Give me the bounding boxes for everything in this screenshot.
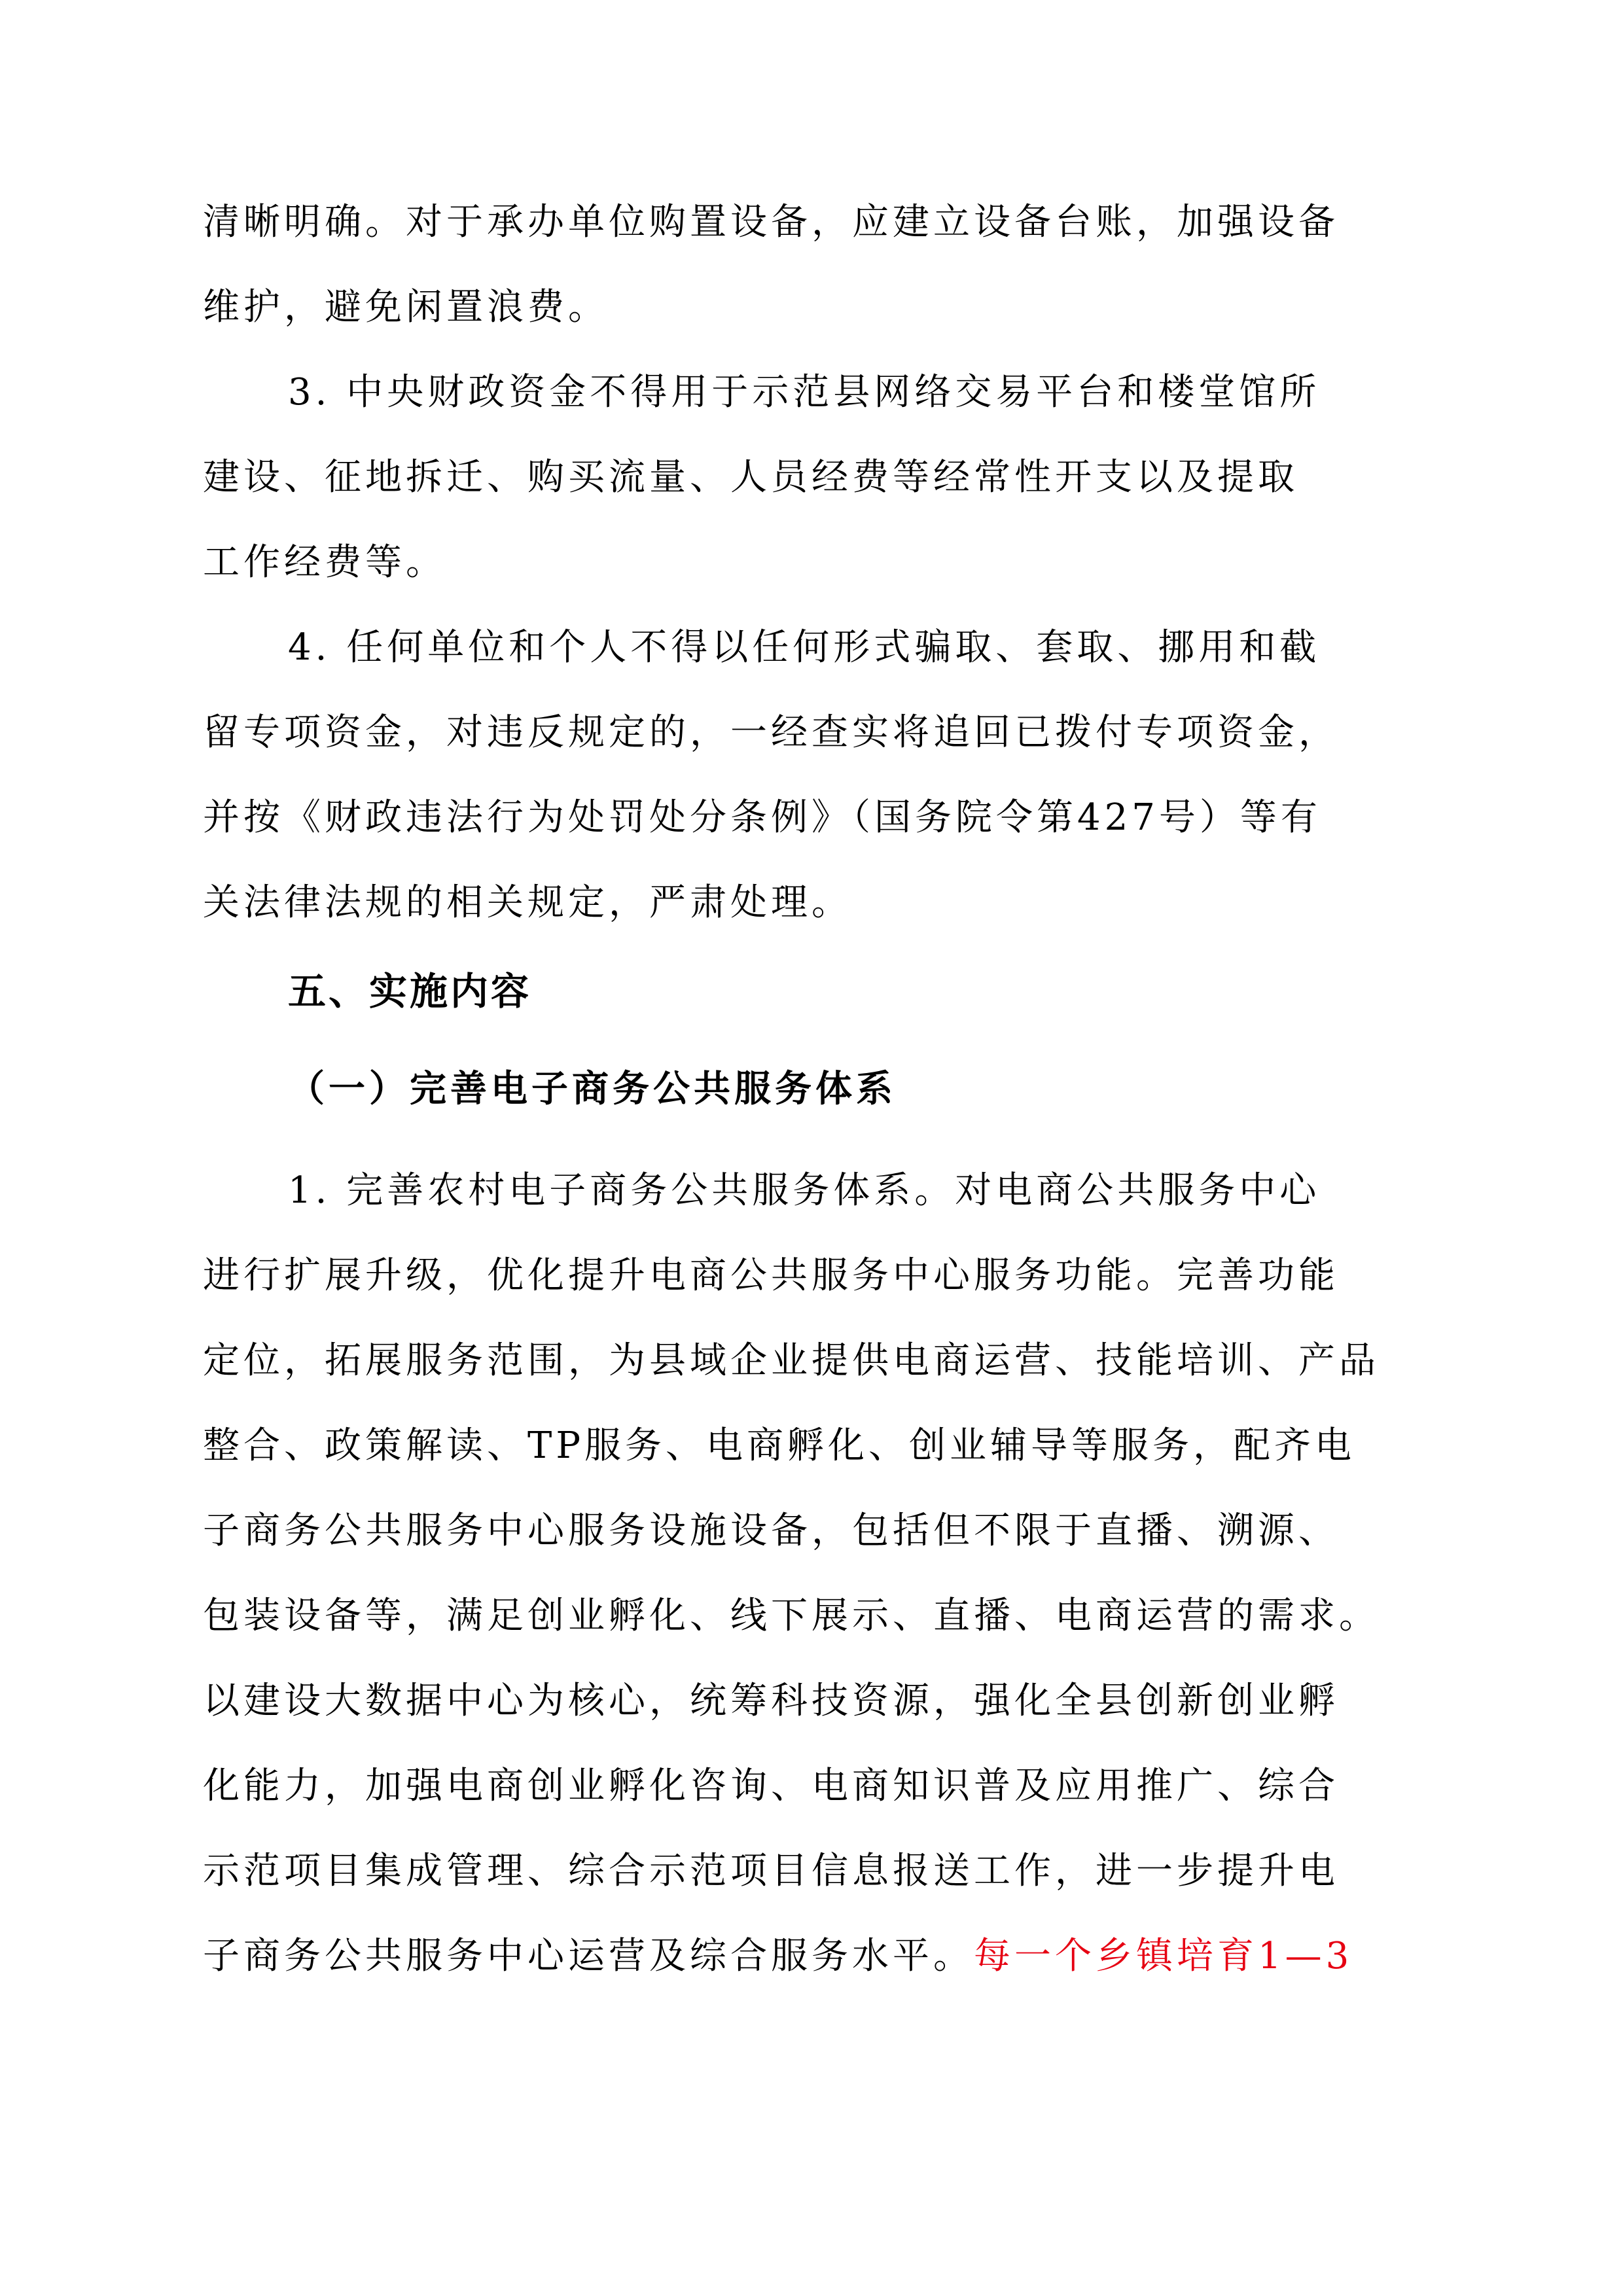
highlighted-text: 每一个乡镇培育1—3 (974, 1935, 1353, 1977)
text-line: 整合、政策解读、TP服务、电商孵化、创业辅导等服务，配齐电 (203, 1424, 1356, 1467)
text-line: 并按《财政违法行为处罚处分条例》（国务院令第427号）等有 (203, 796, 1321, 839)
text-line: 工作经费等。 (203, 541, 446, 584)
text-line: 进行扩展升级，优化提升电商公共服务中心服务功能。完善功能 (203, 1254, 1339, 1297)
text-line: 3. 中央财政资金不得用于示范县网络交易平台和楼堂馆所 (288, 371, 1321, 414)
text-line: 留专项资金，对违反规定的，一经查实将追回已拨付专项资金， (203, 711, 1339, 754)
text-line: 关法律法规的相关规定，严肃处理。 (203, 881, 852, 924)
text-line: 建设、征地拆迁、购买流量、人员经费等经常性开支以及提取 (203, 456, 1298, 499)
text-span: 子商务公共服务中心运营及综合服务水平。 (203, 1935, 974, 1977)
text-line: 示范项目集成管理、综合示范项目信息报送工作，进一步提升电 (203, 1850, 1339, 1892)
text-line: 化能力，加强电商创业孵化咨询、电商知识普及应用推广、综合 (203, 1765, 1339, 1807)
text-line: 定位，拓展服务范围，为县域企业提供电商运营、技能培训、产品 (203, 1339, 1380, 1382)
subsection-heading: （一）完善电子商务公共服务体系 (288, 1068, 897, 1110)
text-line: 清晰明确。对于承办单位购置设备，应建立设备台账，加强设备 (203, 201, 1339, 243)
text-line: 子商务公共服务中心服务设施设备，包括但不限于直播、溯源、 (203, 1510, 1339, 1552)
text-line: 以建设大数据中心为核心，统筹科技资源，强化全县创新创业孵 (203, 1680, 1339, 1722)
text-line: 维护，避免闲置浪费。 (203, 286, 609, 328)
text-line: 1. 完善农村电子商务公共服务体系。对电商公共服务中心 (288, 1169, 1321, 1212)
section-heading: 五、实施内容 (288, 969, 532, 1014)
text-line: 包装设备等，满足创业孵化、线下展示、直播、电商运营的需求。 (203, 1595, 1380, 1637)
text-line (203, 1930, 1353, 1983)
text-line: 4. 任何单位和个人不得以任何形式骗取、套取、挪用和截 (288, 626, 1321, 669)
